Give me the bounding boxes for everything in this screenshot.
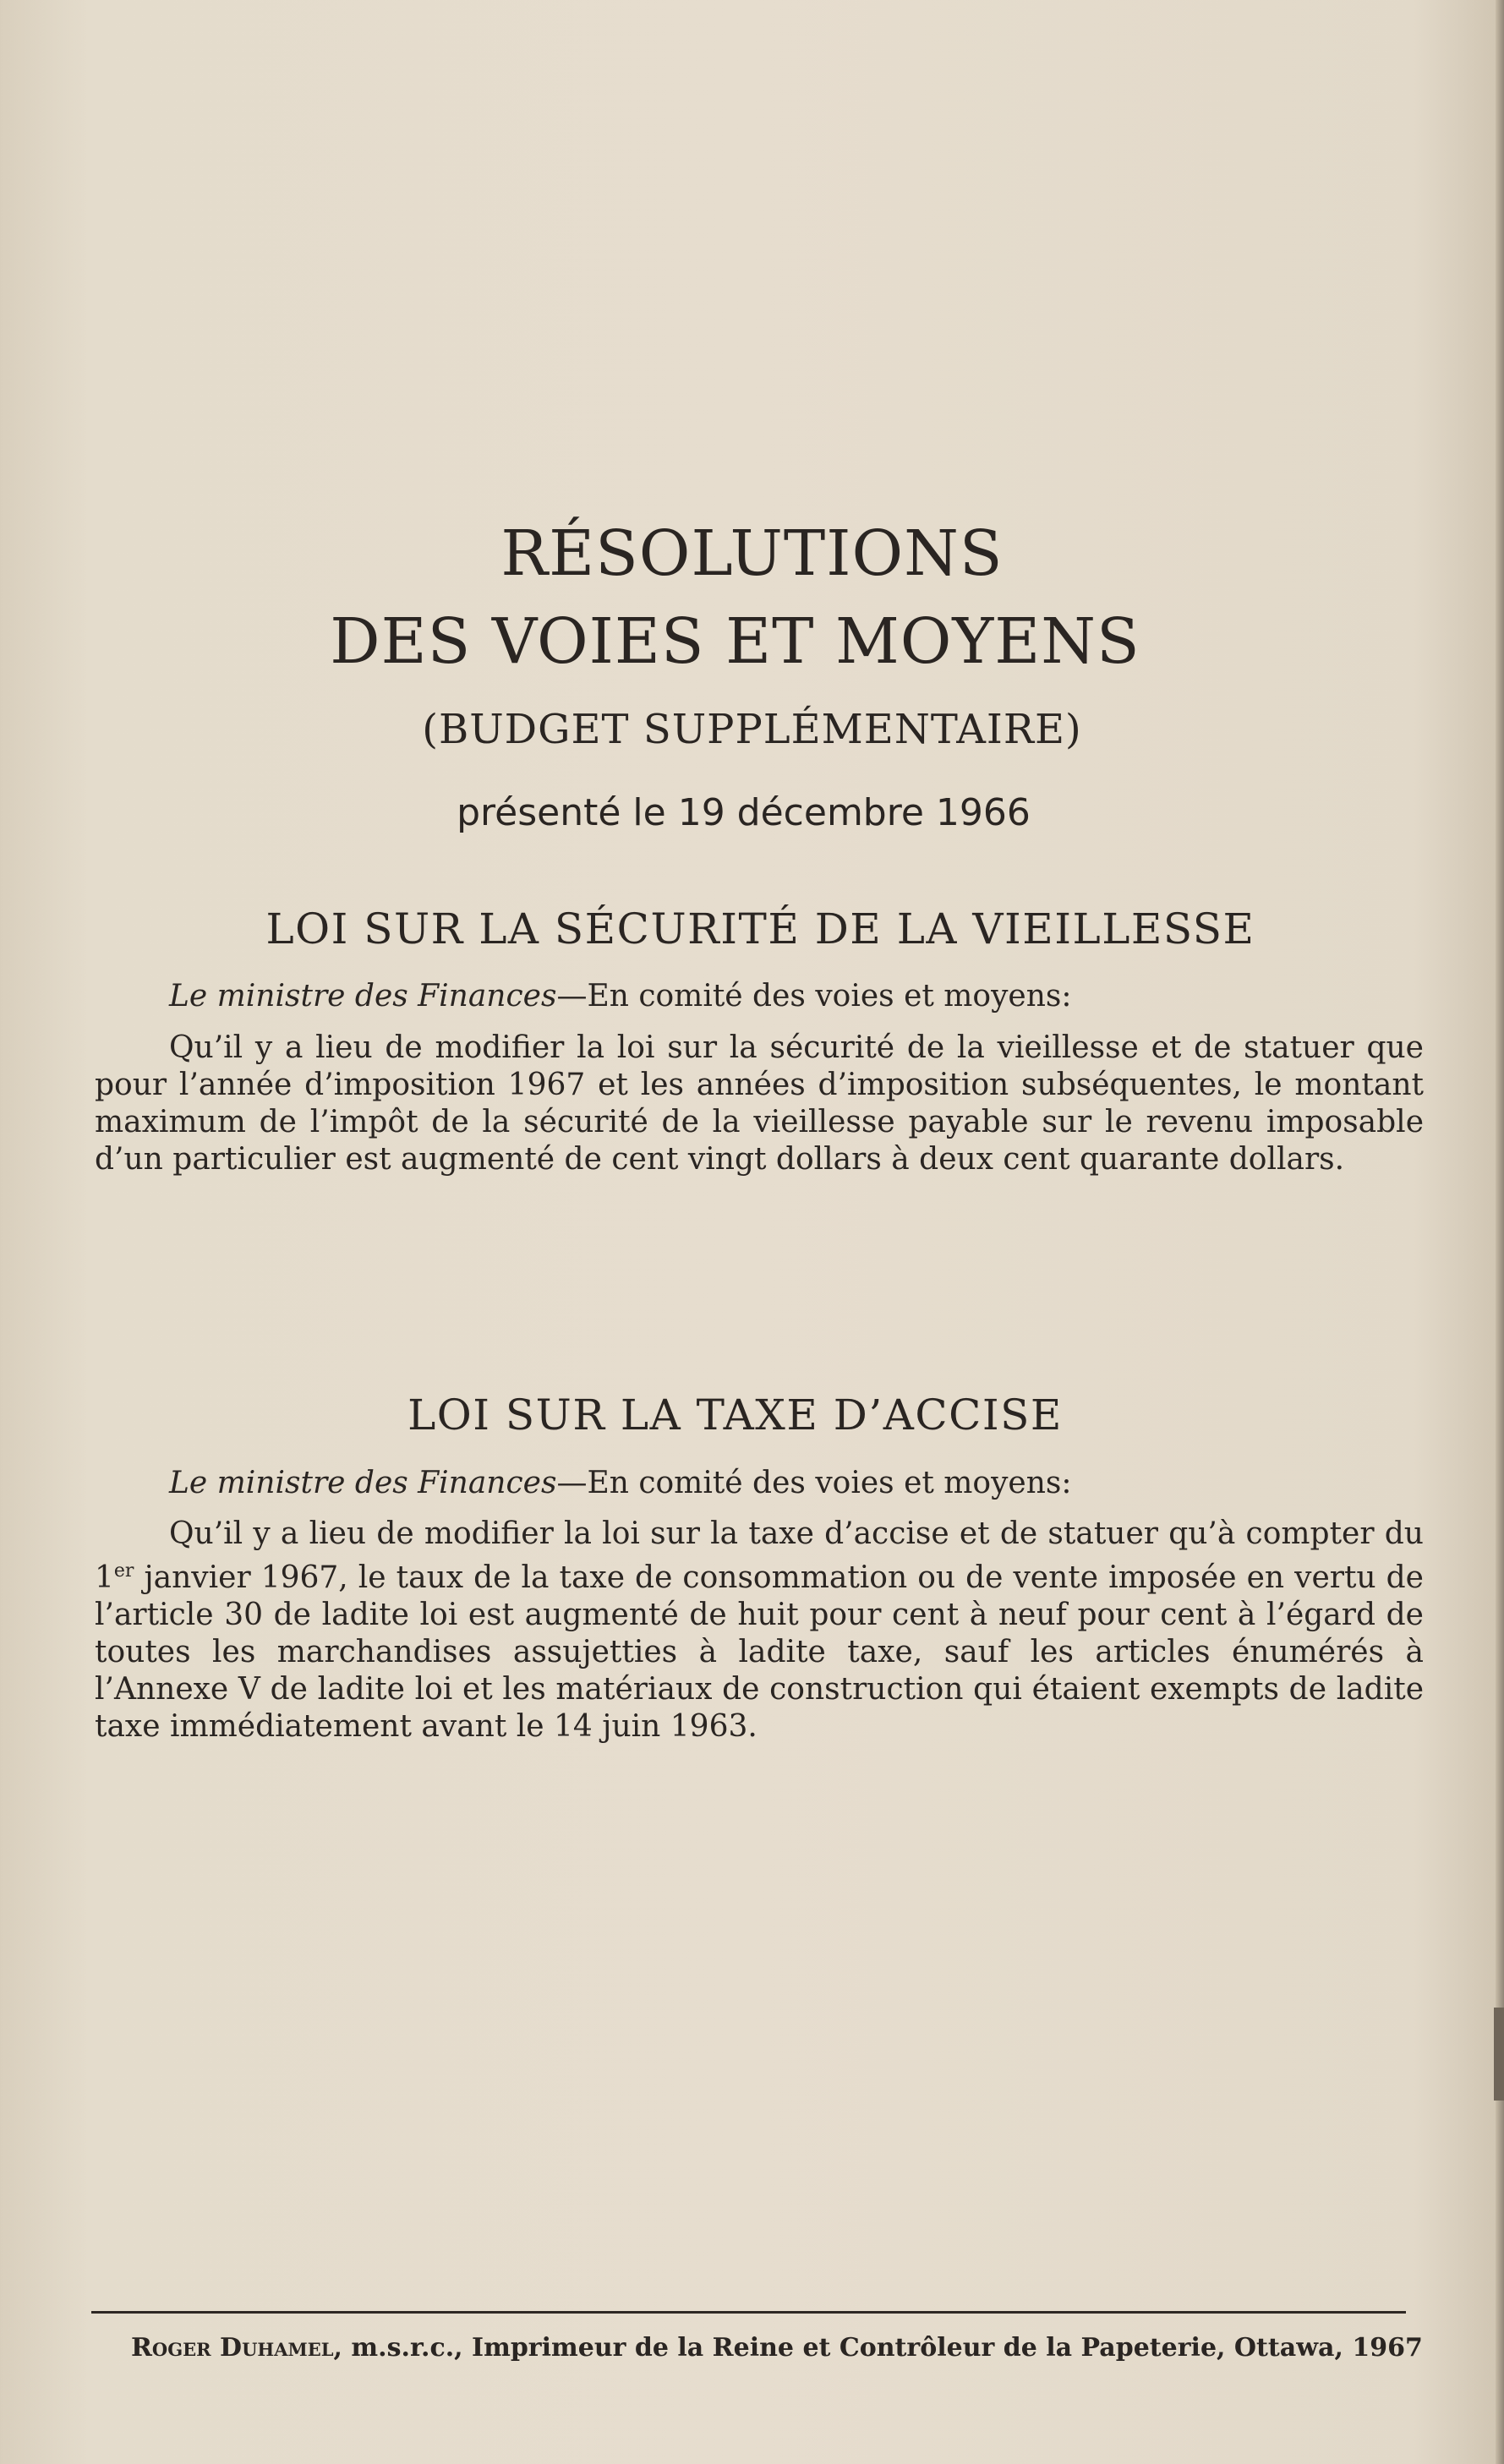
footer-rule xyxy=(91,2311,1406,2314)
body-text-part: janvier 1967, le taux de la taxe de consommation ou de vente imposée en vertu de l’article 30 de ladite loi est augmenté de huit pour cent à neuf pour cent à l’égard de toutes les marchandises assujetties à ladite taxe, sauf les articles énumérés à l’Annexe V de ladite loi et les matériaux de construction qui étaient exempts de ladite taxe immédiatement avant le 14 juin 1963. xyxy=(95,1560,1424,1744)
printer-name: Roger Duhamel xyxy=(131,2333,334,2363)
printer-imprint xyxy=(131,2333,1423,2363)
binding-mark xyxy=(1494,2008,1504,2101)
body-text-part: Qu’il y a lieu de modifier la loi sur la taxe d’accise et de statuer qu’à compter du 1 xyxy=(95,1516,1424,1595)
section-body-text: Qu’il y a lieu de modifier la loi sur la sécurité de la vieillesse et de statuer que pour l’année d’imposition 1967 et les années d’imposition subséquentes, le montant maximum de l’impôt de la sécurité de la vieillesse payable sur le revenu imposable d’un particulier est augmenté de cent vingt dollars à deux cent quarante dollars. xyxy=(95,1030,1424,1177)
title-line-1: RÉSOLUTIONS xyxy=(500,517,1004,590)
title-line-2: DES VOIES ET MOYENS xyxy=(330,605,1140,678)
dateline: présenté le 19 décembre 1966 xyxy=(457,791,1031,834)
section-heading-excise-tax: LOI SUR LA TAXE D’ACCISE xyxy=(407,1390,1063,1440)
title-line-3: (BUDGET SUPPLÉMENTAIRE) xyxy=(422,706,1082,753)
intro-text: —En comité des voies et moyens: xyxy=(556,979,1072,1013)
section-intro xyxy=(169,1466,1072,1500)
section-intro xyxy=(169,979,1072,1013)
ordinal-superscript: er xyxy=(113,1560,134,1582)
intro-text: —En comité des voies et moyens: xyxy=(556,1466,1072,1500)
minister-name: Le ministre des Finances xyxy=(169,979,557,1013)
section-body-text xyxy=(95,1516,1424,1746)
section-heading-old-age-security: LOI SUR LA SÉCURITÉ DE LA VIEILLESSE xyxy=(265,904,1255,953)
printer-details: , m.s.r.c., Imprimeur de la Reine et Contrôleur de la Papeterie, Ottawa, 1967 xyxy=(333,2333,1423,2363)
minister-name: Le ministre des Finances xyxy=(169,1466,557,1500)
